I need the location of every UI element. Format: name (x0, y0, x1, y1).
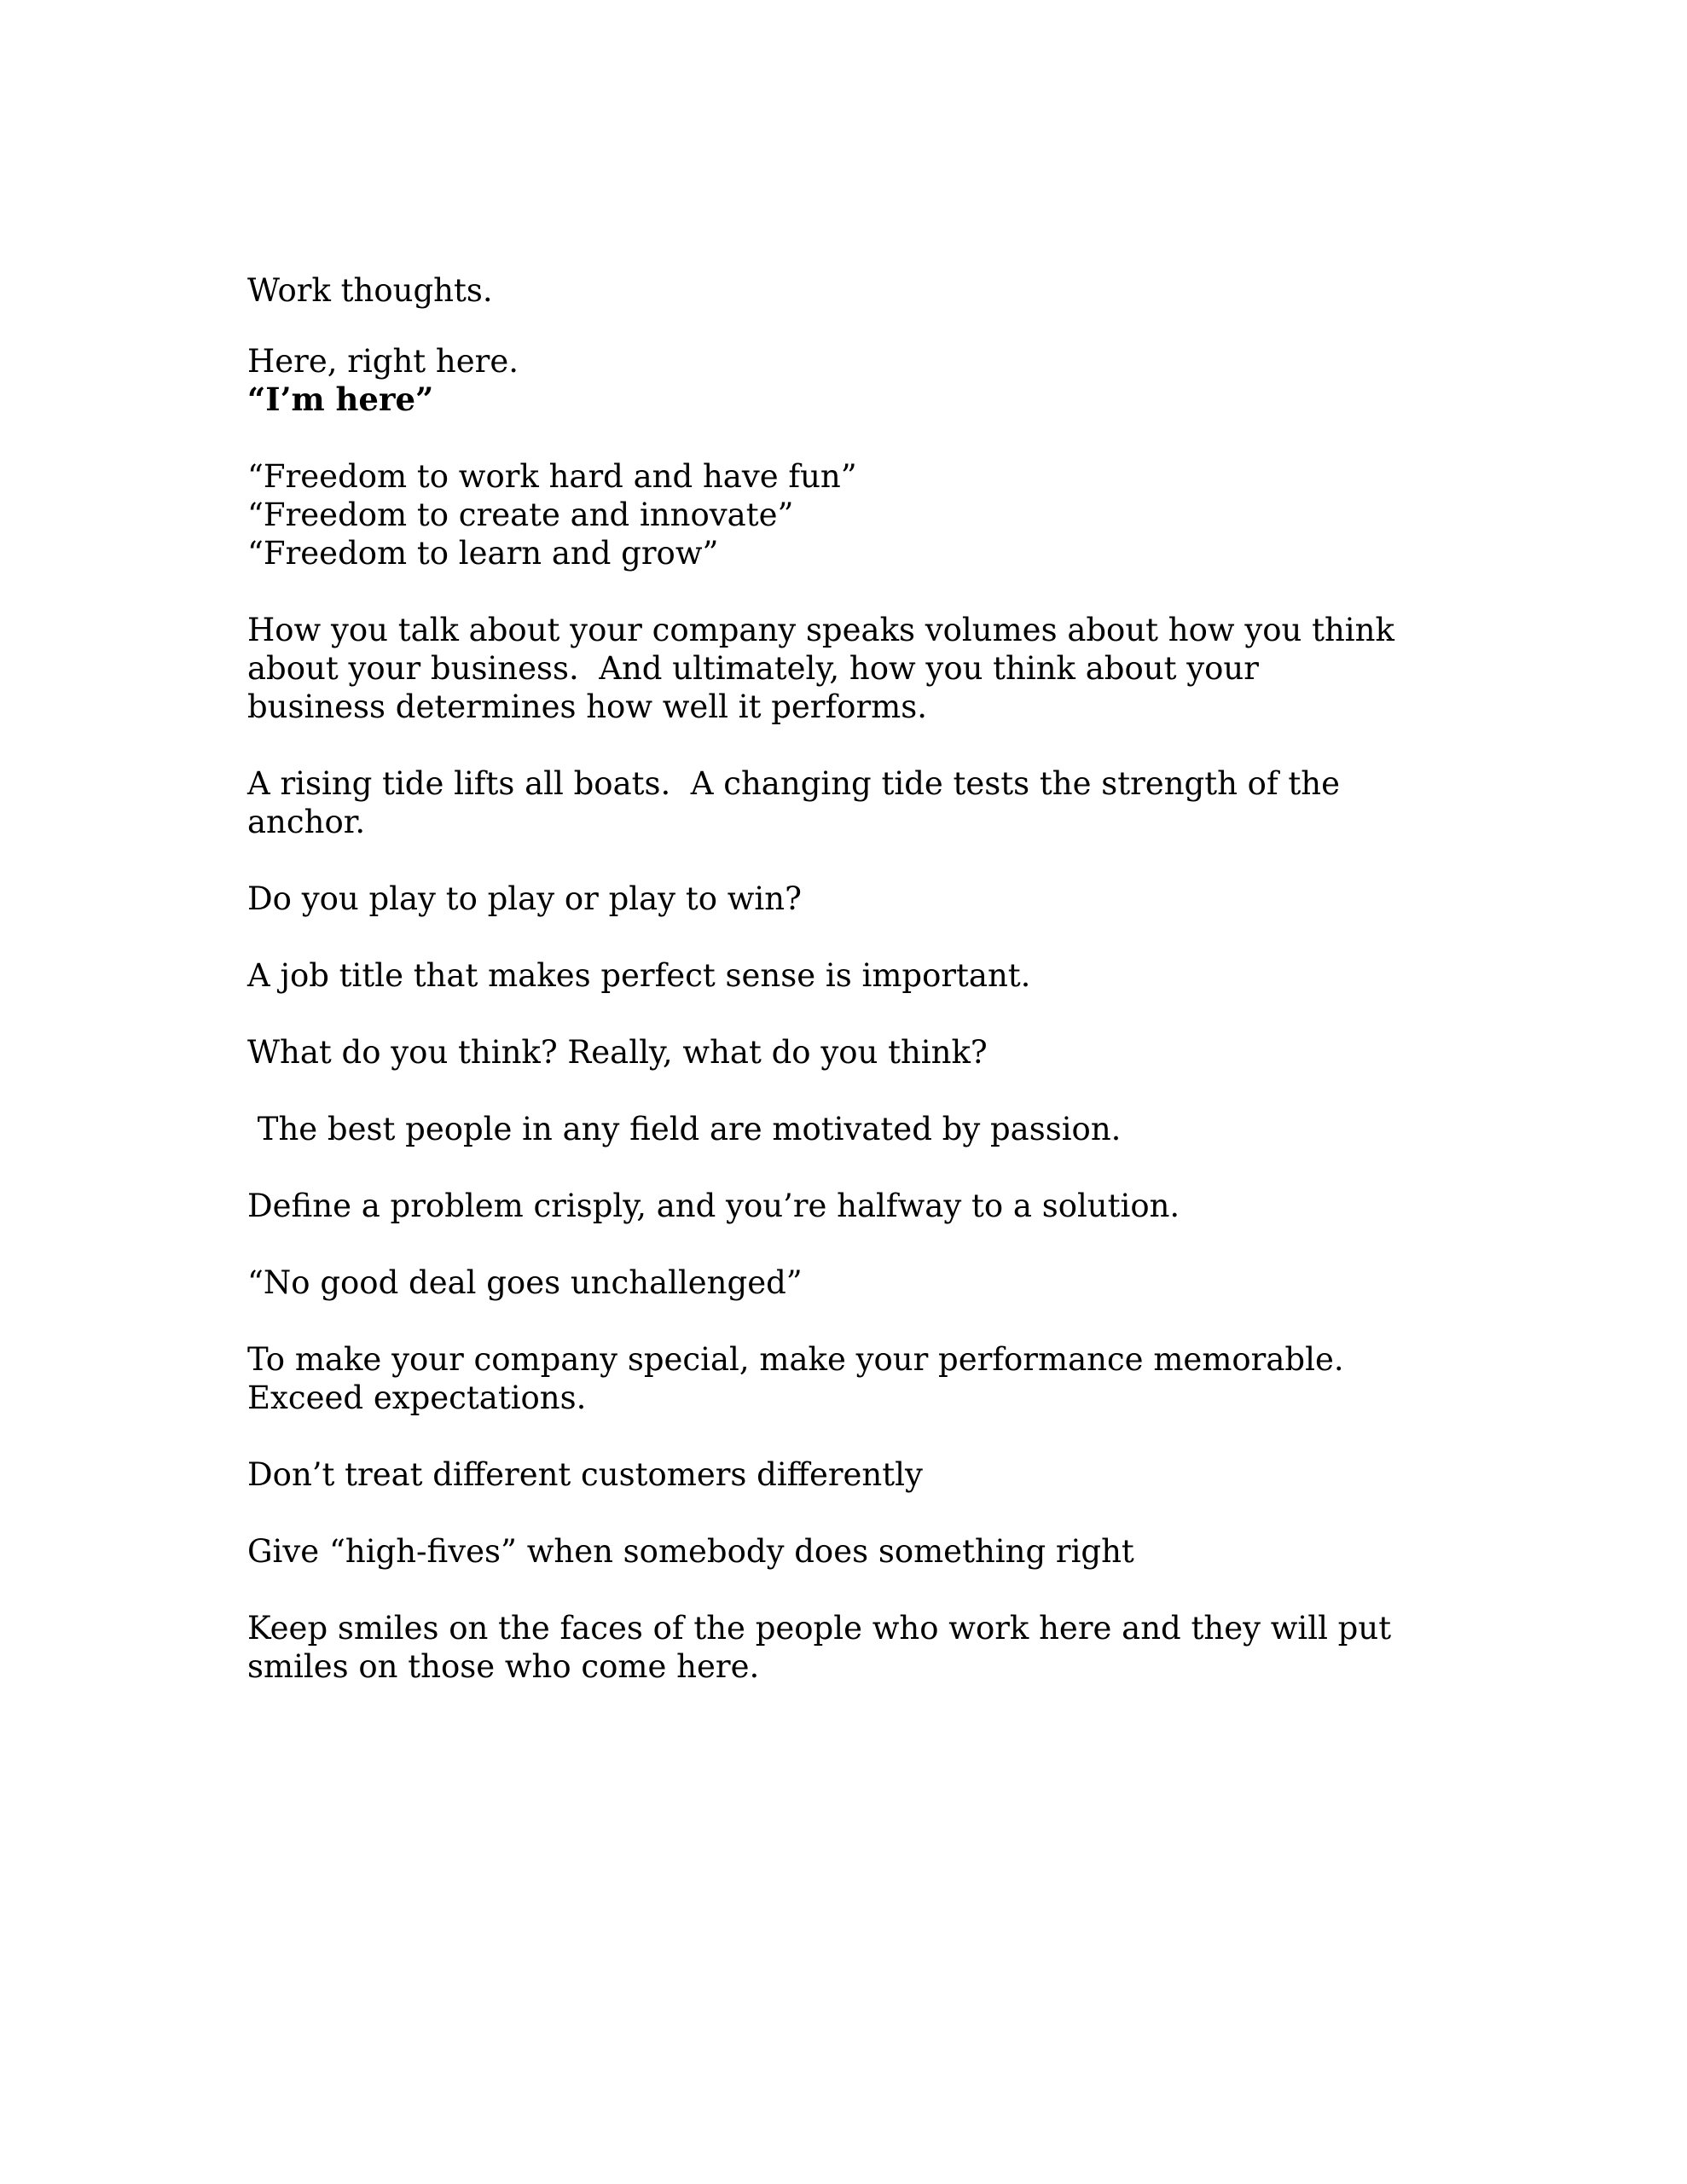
customers-line: Don’t treat different customers differently (247, 1456, 923, 1493)
special-line-1: To make your company special, make your performance memorable. (247, 1341, 1344, 1378)
smiles-line-2: smiles on those who come here. (247, 1648, 760, 1685)
passion-line: The best people in any field are motivated by passion. (247, 1111, 1122, 1147)
talk-line-3: business determines how well it performs. (247, 688, 927, 725)
talk-line-2: about your business. And ultimately, how you think about your (247, 650, 1259, 687)
tide-line-2: anchor. (247, 804, 366, 840)
here-line: Here, right here. (247, 343, 519, 380)
im-here-quote: “I’m here” (247, 380, 434, 418)
special-line-2: Exceed expectations. (247, 1380, 587, 1416)
deal-quote: “No good deal goes unchallenged” (247, 1264, 803, 1301)
document-title: Work thoughts. (247, 272, 493, 309)
talk-paragraph (247, 611, 1527, 726)
freedom-quote-3: “Freedom to learn and grow” (247, 535, 719, 572)
here-block (247, 342, 1527, 419)
high-fives-line: Give “high-fives” when somebody does something right (247, 1533, 1134, 1570)
smiles-line-1: Keep smiles on the faces of the people who work here and they will put (247, 1610, 1392, 1647)
tide-line-1: A rising tide lifts all boats. A changing tide tests the strength of the (247, 765, 1340, 802)
freedom-block (247, 457, 1527, 572)
what-think-line: What do you think? Really, what do you think? (247, 1034, 988, 1071)
freedom-quote-1: “Freedom to work hard and have fun” (247, 458, 857, 495)
document-body (247, 271, 1527, 1686)
job-title-line: A job title that makes perfect sense is important. (247, 957, 1031, 994)
talk-line-1: How you talk about your company speaks volumes about how you think (247, 612, 1394, 648)
problem-line: Define a problem crisply, and you’re halfway to a solution. (247, 1188, 1180, 1224)
special-paragraph (247, 1340, 1527, 1417)
play-line: Do you play to play or play to win? (247, 880, 802, 917)
freedom-quote-2: “Freedom to create and innovate” (247, 497, 794, 533)
tide-paragraph (247, 764, 1527, 841)
smiles-paragraph (247, 1609, 1527, 1686)
